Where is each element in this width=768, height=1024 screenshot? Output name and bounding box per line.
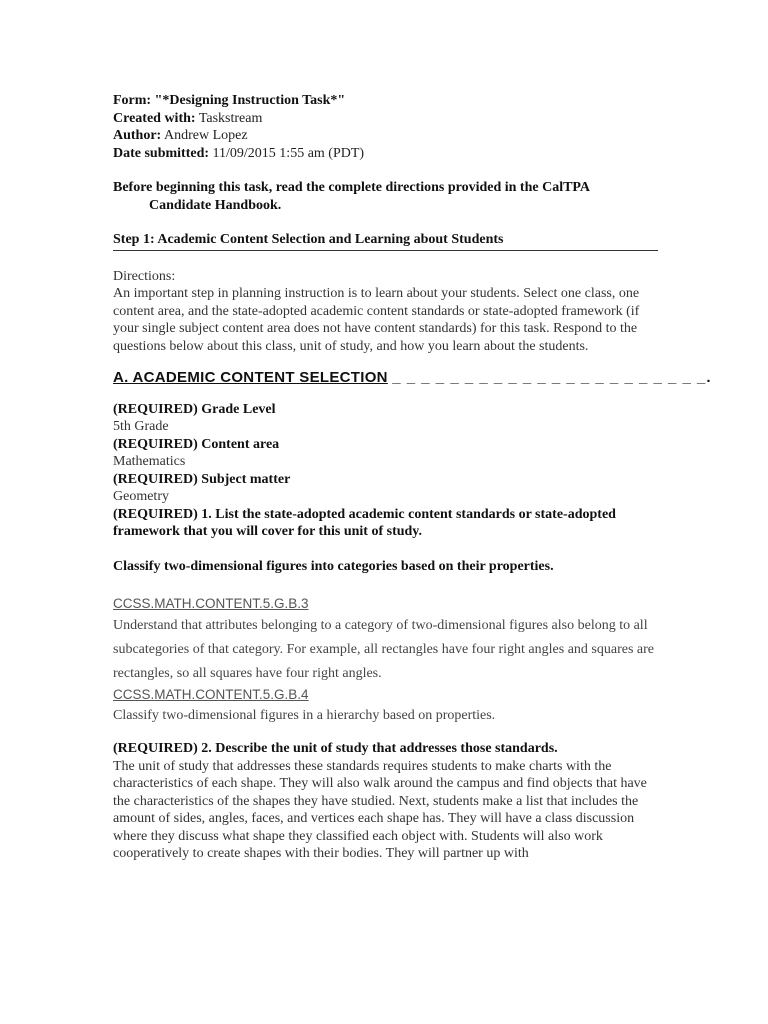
created-with-line xyxy=(113,110,658,128)
date-submitted-line xyxy=(113,145,658,163)
created-with-label: Created with: xyxy=(113,110,196,126)
author-value: Andrew Lopez xyxy=(163,128,248,143)
content-area-value: Mathematics xyxy=(113,454,186,469)
section-a-title: A. ACADEMIC CONTENT SELECTION xyxy=(113,369,388,386)
standard-text-2: Classify two-dimensional figures in a hierarchy based on properties. xyxy=(113,708,496,723)
step1-title: Step 1: Academic Content Selection and Learning about Students xyxy=(113,231,658,251)
content-area-label: (REQUIRED) Content area xyxy=(113,436,280,452)
question-1-label: (REQUIRED) 1. List the state-adopted academic content standards or state-adopted framework that you will cover for this unit of study. xyxy=(113,506,616,539)
grade-level-label: (REQUIRED) Grade Level xyxy=(113,401,276,417)
section-a-heading xyxy=(113,369,712,387)
date-submitted-value: 11/09/2015 1:55 am (PDT) xyxy=(212,145,365,161)
grade-level-value: 5th Grade xyxy=(113,419,169,434)
author-line xyxy=(113,127,658,145)
subject-matter-value: Geometry xyxy=(113,489,169,504)
document-content xyxy=(113,92,712,863)
created-with-value: Taskstream xyxy=(198,110,263,126)
author-label: Author: xyxy=(113,128,162,143)
question-2-answer: The unit of study that addresses these standards requires students to make charts with the characteristics of each shape. They will also walk around the campus and find objects that have the characteristics of the shapes they have studied. Next, students make a list that includes the amount of sides, angles, faces, and vertices each shape has. They will have a class discussion where they discuss what shape they classified each object with. Students will also work cooperatively to create shapes with their bodies. They will partner up with xyxy=(113,758,647,861)
form-label: Form: xyxy=(113,93,152,108)
question-2-label: (REQUIRED) 2. Describe the unit of study that addresses those standards. xyxy=(113,741,558,756)
standard-code-2[interactable] xyxy=(113,686,658,705)
intro-line-1: Before beginning this task, read the complete directions provided in the CalTPA xyxy=(113,180,591,195)
intro-line-2: Candidate Handbook. xyxy=(149,197,282,213)
directions-label: Directions: xyxy=(113,268,176,284)
section-a-dashes: _ _ _ _ _ _ _ _ _ _ _ _ _ _ _ _ _ _ _ _ _ _. xyxy=(392,369,712,386)
standard-link-1[interactable]: CCSS.MATH.CONTENT.5.G.B.3 xyxy=(113,596,309,611)
form-value: "*Designing Instruction Task*" xyxy=(154,93,346,108)
form-line xyxy=(113,92,658,110)
standard-code-1[interactable] xyxy=(113,595,658,614)
directions-text: An important step in planning instruction is to learn about your students. Select one class, one content area, and the state-adopted academic content standards or state-adopted framework (if your single subject content area does not have content standards) for this task. Respond to the questions below about this class, unit of study, and how you learn about the students. xyxy=(113,286,640,354)
standards-heading: Classify two-dimensional figures into categories based on their properties. xyxy=(113,558,554,574)
standard-link-2[interactable]: CCSS.MATH.CONTENT.5.G.B.4 xyxy=(113,686,309,702)
subject-matter-label: (REQUIRED) Subject matter xyxy=(113,471,291,487)
date-submitted-label: Date submitted: xyxy=(113,145,210,161)
standard-text-1: Understand that attributes belonging to a category of two-dimensional figures also belong to all subcategories of that category. For example, all rectangles have four right angles and squares are rectangles, so all squares have four right angles. xyxy=(113,617,654,681)
